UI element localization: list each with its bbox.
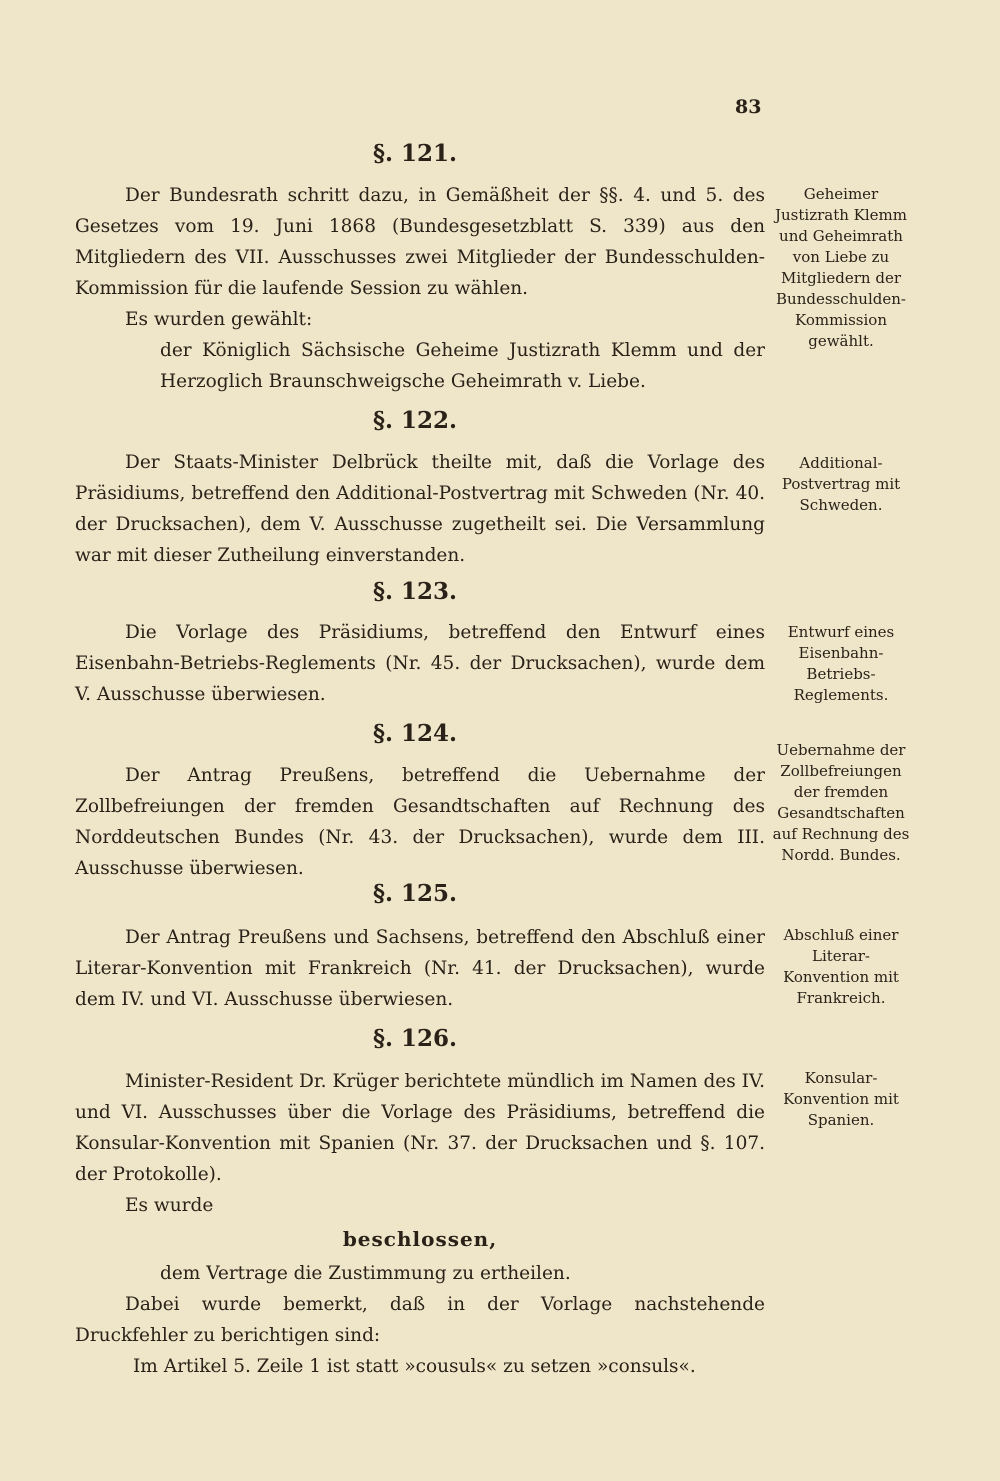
- margin-note: Abschluß einer Literar-Konvention mit Frankreich.: [783, 926, 899, 1007]
- section-body: [75, 760, 765, 884]
- paragraph: Der Staats-Minister Delbrück theilte mit, daß die Vorlage des Präsidiums, betreffend den Additional-Postvertrag mit Schweden (Nr. 40. der Drucksachen), dem V. Ausschusse zugetheilt sei. Die Versammlung war mit dieser Zutheilung einverstanden.: [75, 452, 765, 566]
- paragraph: Die Vorlage des Präsidiums, betreffend den Entwurf eines Eisenbahn-Betriebs-Reglements (Nr. 45. der Drucksachen), wurde dem V. Ausschusse überwiesen.: [75, 622, 765, 705]
- margin-note: Entwurf eines Eisenbahn-Betriebs-Reglements.: [787, 623, 895, 704]
- section-body: [75, 617, 765, 710]
- paragraph: Der Antrag Preußens und Sachsens, betreffend den Abschluß einer Literar-Konvention mit Frankreich (Nr. 41. der Drucksachen), wurde dem IV. und VI. Ausschusse überwiesen.: [75, 927, 765, 1010]
- section-heading: §. 125.: [372, 880, 458, 907]
- paragraph: dem Vertrage die Zustimmung zu ertheilen.: [160, 1263, 571, 1284]
- page-number: 83: [735, 96, 762, 118]
- margin-note: Additional-Postvertrag mit Schweden.: [781, 454, 901, 514]
- paragraph: Minister-Resident Dr. Krüger berichtete mündlich im Namen des IV. und VI. Ausschusses über die Vorlage des Präsidiums, betreffend die Konsular-Konvention mit Spanien (Nr. 37. der Drucksachen und §. 107. der Protokolle).: [75, 1071, 765, 1185]
- paragraph: Der Antrag Preußens, betreffend die Uebernahme der Zollbefreiungen der fremden Gesandtschaften auf Rechnung des Norddeutschen Bundes (Nr. 43. der Drucksachen), wurde dem III. Ausschusse überwiesen.: [75, 765, 765, 879]
- paragraph: der Königlich Sächsische Geheime Justizrath Klemm und der Herzoglich Braunschweigsche Geheimrath v. Liebe.: [160, 340, 765, 392]
- section-heading: §. 126.: [372, 1025, 458, 1052]
- paragraph: Es wurden gewählt:: [125, 309, 313, 330]
- paragraph: Der Bundesrath schritt dazu, in Gemäßheit der §§. 4. und 5. des Gesetzes vom 19. Juni 1868 (Bundesgesetzblatt S. 339) aus den Mitgliedern des VII. Ausschusses zwei Mitglieder der Bundesschulden-Kommission für die laufende Session zu wählen.: [75, 185, 765, 299]
- section-body: [75, 922, 765, 1015]
- section-heading: §. 122.: [372, 407, 458, 434]
- section-body: [75, 447, 765, 571]
- paragraph: Dabei wurde bemerkt, daß in der Vorlage nachstehende Druckfehler zu berichtigen sind:: [75, 1294, 765, 1346]
- section-heading: §. 124.: [372, 720, 458, 747]
- resolution-heading: beschlossen,: [342, 1227, 498, 1251]
- section-body: [75, 1066, 765, 1382]
- section-heading: §. 123.: [372, 578, 458, 605]
- margin-note: Geheimer Justizrath Klemm und Geheimrath von Liebe zu Mitgliedern der Bundesschulden-Kommission gewählt.: [775, 185, 907, 350]
- margin-note: Uebernahme der Zollbefreiungen der fremden Gesandtschaften auf Rechnung des Nordd. Bundes.: [772, 741, 910, 864]
- paragraph: Im Artikel 5. Zeile 1 ist statt »cousuls« zu setzen »consuls«.: [133, 1356, 696, 1377]
- section-body: [75, 180, 765, 397]
- margin-note: Konsular-Konvention mit Spanien.: [783, 1069, 899, 1129]
- section-heading: §. 121.: [372, 140, 458, 167]
- paragraph: Es wurde: [125, 1195, 214, 1216]
